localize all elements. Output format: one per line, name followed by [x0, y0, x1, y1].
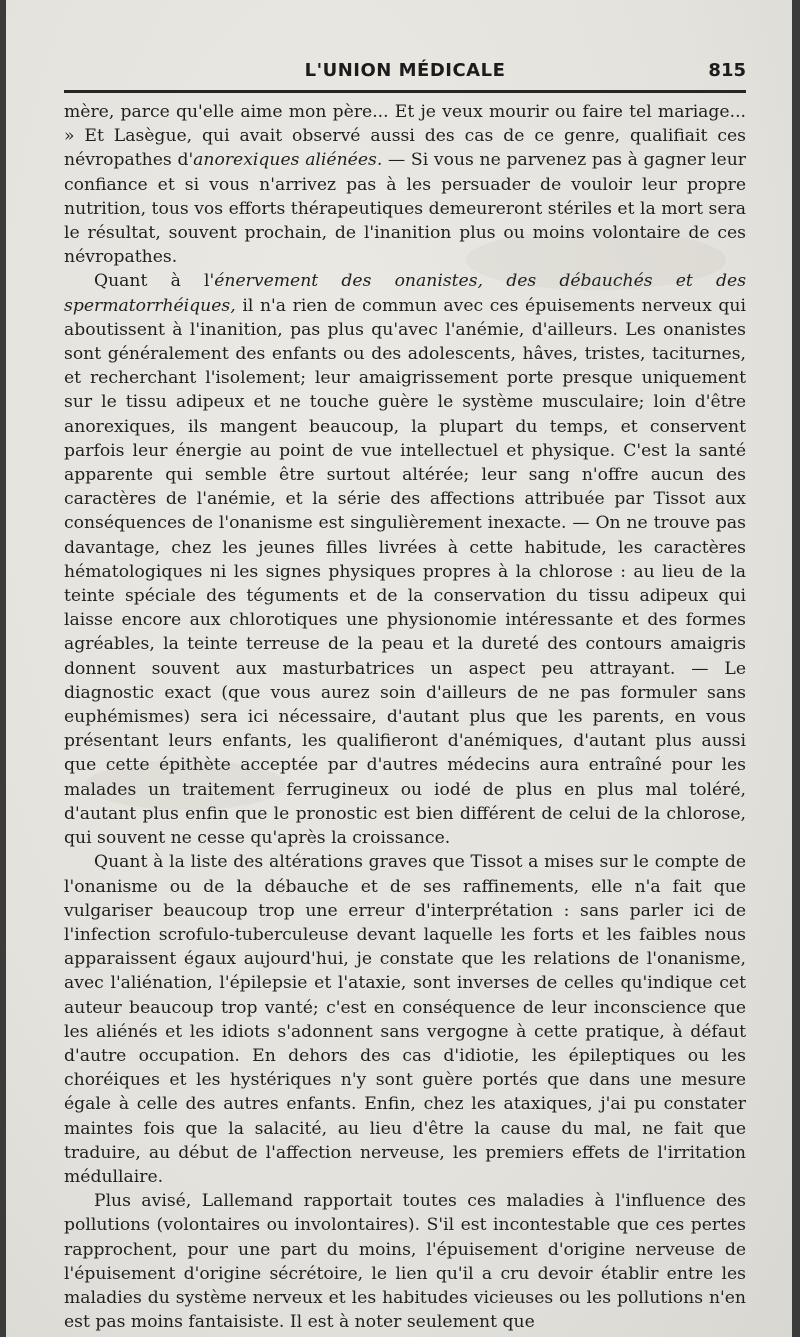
paragraph-1-italic: anorexiques aliénées.: [193, 150, 383, 171]
paragraph-2-italic: énervement des onanistes, des débauchés et des spermatorrhéiques,: [64, 271, 747, 316]
journal-title: L'UNION MÉDICALE: [304, 60, 506, 81]
paragraph-1-rest: — Si vous ne parvenez pas à gagner leur confiance et si vous n'arrivez pas à les persuader de vouloir leur propre nutrition, tous vos efforts thérapeutiques demeureront stériles et la mort sera le résultat, souvent prochain, de l'inanition plus ou moins volontaire de ces névropathes.: [64, 150, 746, 268]
paragraph-1-text: mère, parce qu'elle aime mon père... Et je veux mourir ou faire tel mariage... » Et Lasègue, qui avait observé aussi des cas de ce genre, qualifiait ces névropathes d': [64, 102, 746, 171]
paragraph-3: Quant à la liste des altérations graves que Tissot a mises sur le compte de l'onanisme ou de la débauche et de ses raffinements, elle n'a fait que vulgariser beaucoup trop une erreur d'interprétation : sans parler ici de l'infection scrofulo-tuberculeuse devant laquelle les forts et les faibles nous apparaissent égaux aujourd'hui, je constate que les relations de l'onanisme, avec l'aliénation, l'épilepsie et l'ataxie, sont inverses de celles qu'indique cet auteur beaucoup trop vanté; c'est en conséquence de leur inconscience que les aliénés et les idiots s'adonnent sans vergogne à cette pratique, à défaut d'autre occupation. En dehors des cas d'idiotie, les épileptiques ou les choréiques et les hystériques n'y sont guère portés que dans une mesure égale à celle des autres enfants. Enfin, chez les ataxiques, j'ai pu constater maintes fois que la salacité, au lieu d'être la cause du mal, ne fait que traduire, au début de l'affection nerveuse, les premiers effets de l'irritation médullaire.: [64, 852, 746, 1187]
article-body: [64, 100, 746, 1334]
header-rule: [64, 90, 746, 93]
page-number: 815: [708, 60, 746, 81]
paragraph-1: [64, 100, 746, 269]
paragraph-4: Plus avisé, Lallemand rapportait toutes ces maladies à l'influence des pollutions (volontaires ou involontaires). S'il est incontestable que ces pertes rapprochent, pour une part du moins, l'épuisement d'origine nerveuse de l'épuisement d'origine sécrétoire, le lien qu'il a cru devoir établir entre les maladies du système nerveux et les habitudes vicieuses ou les pollutions n'en est pas moins fantaisiste. Il est à noter seulement que: [64, 1191, 746, 1333]
book-page: [6, 0, 792, 1337]
paragraph-2: [64, 269, 746, 850]
running-head: [64, 60, 746, 86]
paragraph-2-start: Quant à l': [94, 271, 215, 292]
paragraph-2-rest: il n'a rien de commun avec ces épuisements nerveux qui aboutissent à l'inanition, pas plus qu'avec l'anémie, d'ailleurs. Les onanistes sont généralement des enfants ou des adolescents, hâves, tristes, taciturnes, et recherchant l'isolement; leur amaigrissement porte presque uniquement sur le tissu adipeux et ne touche guère le système musculaire; loin d'être anorexiques, ils mangent beaucoup, la plupart du temps, et conservent parfois leur énergie au point de vue intellectuel et physique. C'est la santé apparente qui semble être surtout altérée; leur sang n'offre aucun des caractères de l'anémie, et la série des affections attribuée par Tissot aux conséquences de l'onanisme est singulièrement inexacte. — On ne trouve pas davantage, chez les jeunes filles livrées à cette habitude, les caractères hématologiques ni les signes physiques propres à la chlorose : au lieu de la teinte spéciale des téguments et de la conservation du tissu adipeux qui laisse encore aux chlorotiques une physionomie intéressante et des formes agréables, la teinte terreuse de la peau et la dureté des contours amaigris donnent souvent aux masturbatrices un aspect peu attrayant. — Le diagnostic exact (que vous aurez soin d'ailleurs de ne pas formuler sans euphémismes) sera ici nécessaire, d'autant plus que les parents, en vous présentant leurs enfants, les qualifieront d'anémiques, d'autant plus aussi que cette épithète acceptée par d'autres médecins aura entraîné pour les malades un traitement ferrugineux ou iodé de plus en plus mal toléré, d'autant plus enfin que le pronostic est bien différent de celui de la chlorose, qui souvent ne cesse qu'après la croissance.: [64, 295, 746, 849]
